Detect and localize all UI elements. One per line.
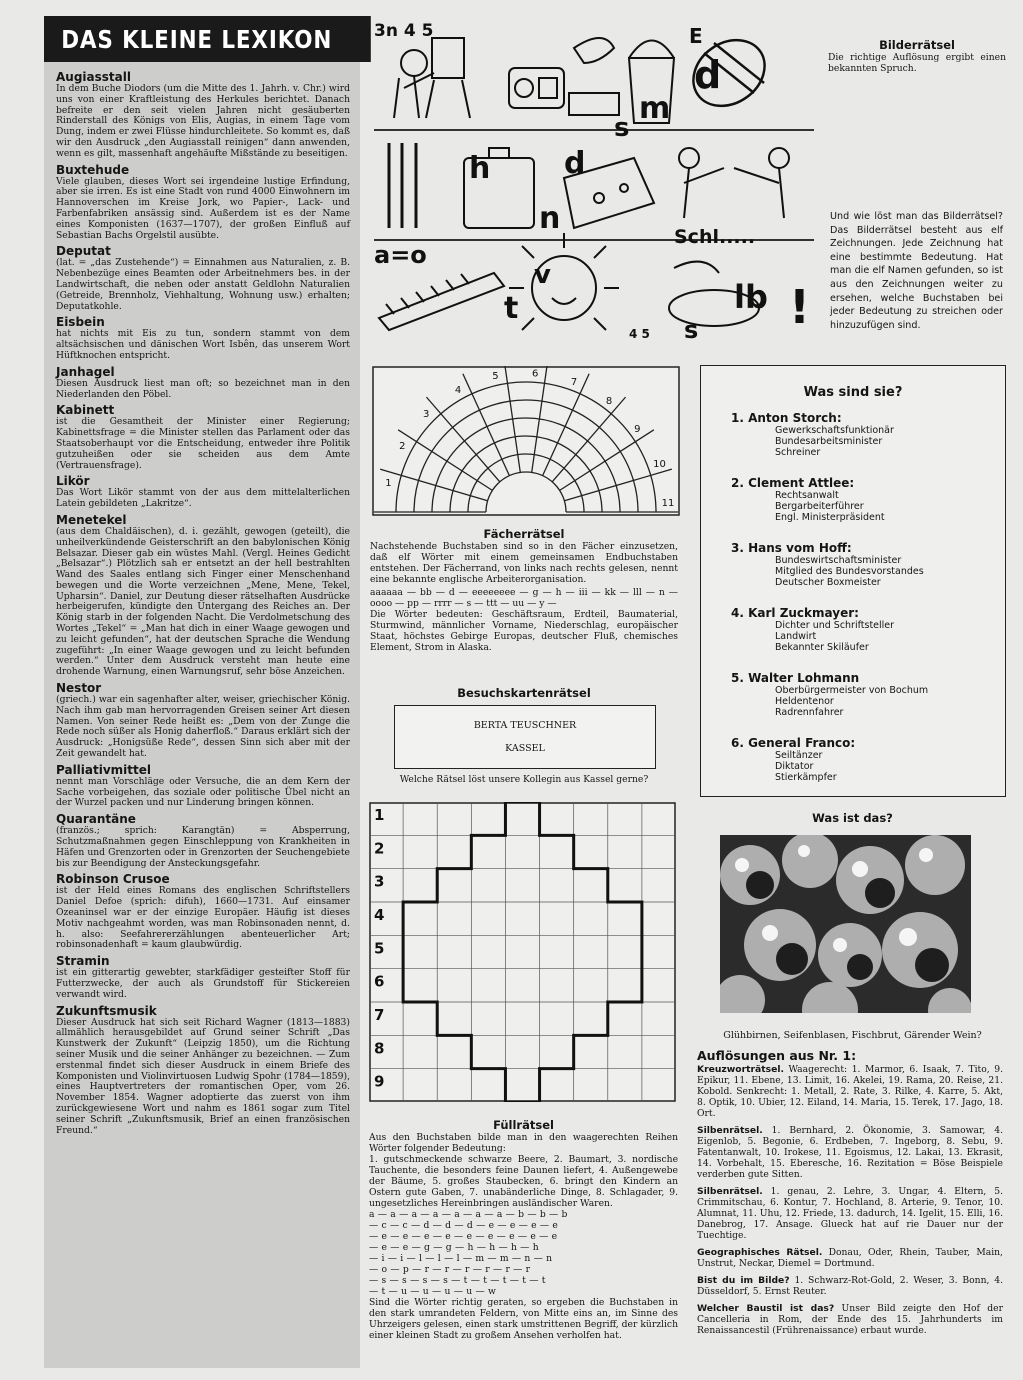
- loesung-text: 1. genau, 2. Lehre, 3. Ungar, 4. Eltern, 5. Crimmitschau, 6. Kontur, 7. Hochland, 8. Arterie, 9. Tenor, 10. Alumnat, 11. Uhu, 12. Friede, 13. dadurch, 14. Igelit, 15. Elli, 16. Danebrog, 17. Ansage. Glueck hat auf rie Dauer nur der Tuechtige.: [697, 1186, 1003, 1241]
- fuell-outro: Sind die Wörter richtig geraten, so ergeben die Buchstaben in den stark umrandeten Feldern, von Mitte eins an, im Sinne des Uhrzeigers gelesen, einen stark umstrittenen Begriff, der kürzlich einer kleinen Stadt zu großem Ansehen verholfen hat.: [369, 1297, 678, 1341]
- grid-row-number: 5: [374, 939, 385, 958]
- person-option: Oberbürgermeister von Bochum: [775, 685, 929, 696]
- facher-number: 4: [454, 385, 462, 397]
- fuell-intro: Aus den Buchstaben bilde man in den waagerechten Reihen Wörter folgender Bedeutung:: [369, 1132, 678, 1154]
- lexikon-term: Stramin: [56, 954, 110, 969]
- lexikon-entry: [44, 315, 360, 361]
- loesung-item: [697, 1125, 1003, 1180]
- person-option: Mitglied des Bundesvorstandes: [775, 566, 924, 577]
- loesungen-heading: Auflösungen aus Nr. 1:: [697, 1048, 857, 1063]
- lexikon-column: [44, 16, 360, 1368]
- person-name: 5. Walter Lohmann: [731, 671, 860, 685]
- lexikon-term: Robinson Crusoe: [56, 872, 170, 887]
- rebus-letter: 4 5: [629, 327, 650, 341]
- loesung-label: Bist du im Bilde?: [697, 1275, 790, 1286]
- lexikon-term: Eisbein: [56, 315, 105, 330]
- lexikon-term: Menetekel: [56, 512, 127, 527]
- lexikon-term: Zukunftsmusik: [56, 1003, 157, 1018]
- visiting-card: [394, 705, 656, 769]
- loesung-text: Waagerecht: 1. Marmor, 6. Isaak, 7. Tito, 9. Epikur, 11. Ebene, 13. Limit, 16. Akelei, 19. Rama, 20. Reise, 21. Kobold. Senkrecht: 1. Metall, 2. Rate, 3. Rilke, 4. Karre, 5. Akt, 8. Optik, 10. Ubier, 12. Eiland, 14. Maria, 15. Terek, 17. Jago, 18. Ort.: [697, 1064, 1003, 1119]
- grid-row-number: 3: [374, 872, 385, 891]
- facher-text-block: [370, 527, 678, 653]
- lexikon-title: DAS KLEINE LEXIKON: [44, 16, 371, 62]
- lexikon-entries: [44, 70, 360, 1136]
- grid-row-number: 8: [374, 1039, 385, 1058]
- lexikon-entry: [44, 70, 360, 160]
- lexikon-definition: nennt man Vorschläge oder Versuche, die an dem Kern der Sache vorbeigehen, das soziale oder politische Übel nicht an der Wurzel packen und nur Linderung bringen können.: [56, 775, 350, 809]
- loesung-text: 1. Schwarz-Rot-Gold, 2. Weser, 3. Bonn, 4. Düsseldorf, 5. Ernst Reuter.: [697, 1275, 1003, 1297]
- lexikon-term: Kabinett: [56, 403, 115, 418]
- person-entry: [731, 411, 894, 458]
- card-city: KASSEL: [505, 743, 545, 754]
- rebus-letter: n: [539, 201, 561, 236]
- person-option: Bundesarbeitsminister: [775, 436, 883, 447]
- fuell-text-block: [369, 1118, 678, 1341]
- lexikon-entry: [44, 244, 360, 312]
- loesung-label: Silbenrätsel.: [697, 1186, 763, 1197]
- rebus-letter: s: [684, 316, 699, 344]
- person-option: Stierkämpfer: [775, 772, 837, 783]
- lexikon-definition: (lat. = „das Zustehende“) = Einnahmen aus Naturalien, z. B. Nebenbezüge eines Beamten oder Arbeitnehmers bes. in der Landwirtschaft, die neben oder anstatt Geldlohn Naturalien (Getreide, Brennholz, Viehhaltung, Wohnung usw.) erhalten; Deputatkohle.: [56, 257, 350, 312]
- lexikon-entry: [44, 403, 360, 471]
- lexikon-entry: [44, 163, 360, 242]
- person-name: 6. General Franco:: [731, 736, 856, 750]
- lexikon-entry: [44, 474, 360, 510]
- lexikon-definition: ist der Held eines Romans des englischen Schriftstellers Daniel Defoe (sprich: difuh), 1660—1731. Auf einsamer Ozeaninsel war er der einzige Europäer. Häufig ist dieses Motiv nachgeahmt worden, was man Robinsonaden nennt, d. h. also: Seefahrererzählungen abenteuerlicher Art; robinsonadenhaft = kaum glaubwürdig.: [56, 885, 350, 951]
- facher-number: 1: [385, 478, 392, 490]
- lexikon-entry: [44, 812, 360, 869]
- facher-number: 3: [423, 409, 430, 421]
- facher-number: 5: [492, 371, 499, 383]
- loesung-item: [697, 1064, 1003, 1119]
- rebus-letter: Schl.....: [674, 226, 756, 248]
- person-option: Deutscher Boxmeister: [775, 577, 881, 588]
- person-entry: [731, 736, 855, 783]
- grid-row-number: 6: [374, 972, 385, 991]
- lexikon-term: Janhagel: [56, 364, 115, 379]
- rebus-letter: !: [789, 280, 810, 334]
- rebus-letter: d: [564, 146, 586, 181]
- lexikon-definition: Das Wort Likör stammt von der aus dem mittelalterlichen Latein gebildeten „Lakritze“.: [56, 487, 350, 510]
- fuell-letter-line: — c — c — d — d — d — e — e — e — e: [369, 1220, 559, 1231]
- grid-row-number: 7: [374, 1006, 385, 1024]
- fuell-grid: [369, 802, 676, 1102]
- facher-meaning: Die Wörter bedeuten: Geschäftsraum, Erdteil, Baumaterial, Sturmwind, männlicher Vorname, Niederschlag, europäischer Staat, höchstes Gebirge Europas, deutscher Fluß, chemisches Element, Strom in Alaska.: [370, 609, 678, 653]
- was-sind-sie-heading: Was sind sie?: [803, 385, 903, 400]
- loesungen-items: [697, 1064, 1003, 1336]
- person-option: Engl. Ministerpräsident: [775, 512, 885, 523]
- rebus-letter: E: [689, 24, 703, 48]
- facher-number: 10: [653, 459, 666, 471]
- lexikon-entry: [44, 681, 360, 760]
- person-entry: [731, 606, 894, 653]
- person-option: Heldentenor: [775, 696, 834, 707]
- was-sind-sie-box: [700, 365, 1006, 797]
- lexikon-term: Nestor: [56, 681, 102, 696]
- rebus-letter: 3n 4 5: [374, 21, 434, 41]
- person-entry: [731, 541, 924, 588]
- lexikon-entry: [44, 872, 360, 951]
- rebus-explain-block: [830, 210, 1003, 332]
- grid-row-number: 2: [374, 839, 385, 858]
- lexikon-term: Buxtehude: [56, 162, 130, 177]
- person-name: 4. Karl Zuckmayer:: [731, 606, 859, 620]
- facher-heading: Fächerrätsel: [483, 527, 565, 541]
- fuell-letter-line: a — a — a — a — a — a — a — b — b — b: [369, 1209, 568, 1220]
- grid-row-number: 9: [374, 1072, 385, 1091]
- card-name: BERTA TEUSCHNER: [473, 720, 577, 731]
- facher-number: 9: [634, 424, 641, 436]
- lexikon-term: Deputat: [56, 244, 111, 259]
- loesung-label: Welcher Baustil ist das?: [697, 1303, 835, 1314]
- fuell-letter-line: — e — e — g — g — h — h — h — h: [369, 1242, 539, 1253]
- rebus-heading: Bilderrätsel: [879, 38, 955, 52]
- fuell-letter-line: — s — s — s — s — t — t — t — t — t: [369, 1275, 546, 1286]
- loesung-text: Unser Bild zeigte den Hof der Cancelleria in Rom, der Ende des 15. Jahrhunderts im Renaissancestil (Frührenaissance) erbaut wurde.: [697, 1303, 1003, 1336]
- grid-row-number: 4: [374, 906, 385, 924]
- facher-letters: aaaaaa — bb — d — eeeeeeee — g — h — iii — kk — lll — n — oooo — pp — rrrr — s — ttt — uu — y —: [370, 587, 678, 609]
- loesung-item: [697, 1186, 1003, 1241]
- loesung-label: Silbenrätsel.: [697, 1125, 763, 1136]
- rebus-letter: h: [469, 151, 491, 186]
- loesung-item: [697, 1275, 1003, 1297]
- lexikon-definition: (französ.; sprich: Karangtän) = Absperrung, Schutzmaßnahmen gegen Einschleppung von Krankheiten in Häfen und Grenzorten oder in Grenzorten der Seuchengebiete bis zur Beendigung der Ansteckungsgefahr.: [56, 825, 350, 869]
- besuch-heading: Besuchskartenrätsel: [457, 686, 591, 700]
- person-name: 3. Hans vom Hoff:: [731, 541, 852, 555]
- person-option: Bundeswirtschaftsminister: [775, 555, 902, 566]
- fuell-letter-line: — o — p — r — r — r — r — r — r: [369, 1264, 531, 1275]
- lexikon-entry: [44, 1004, 360, 1137]
- grid-row-number: 1: [374, 806, 385, 824]
- lexikon-definition: Diesen Ausdruck liest man oft; so bezeichnet man in den Niederlanden den Pöbel.: [56, 377, 350, 400]
- lexikon-term: Augiasstall: [56, 70, 131, 84]
- rebus-intro: Die richtige Auflösung ergibt einen bekannten Spruch.: [828, 52, 1006, 74]
- loesung-text: Donau, Oder, Rhein, Tauber, Main, Unstrut, Neckar, Diemel = Dortmund.: [697, 1247, 1003, 1269]
- facher-number: 6: [531, 368, 539, 380]
- person-option: Schreiner: [775, 447, 821, 458]
- loesung-label: Geographisches Rätsel.: [697, 1247, 823, 1258]
- loesung-label: Kreuzworträtsel.: [697, 1064, 784, 1075]
- lexikon-definition: ist die Gesamtheit der Minister einer Regierung; Kabinettsfrage = die Minister stellen das Parlament oder das Staatsoberhaupt vor die Entscheidung, entweder ihre Politik gutzuheißen oder sie scheiden aus dem Amte (Vertrauensfrage).: [56, 416, 350, 471]
- fuell-letter-line: — e — e — e — e — e — e — e — e — e: [369, 1231, 558, 1242]
- person-name: 1. Anton Storch:: [731, 411, 842, 425]
- facher-number: 11: [661, 498, 675, 510]
- person-option: Dichter und Schriftsteller: [775, 620, 895, 631]
- lexikon-entry: [44, 513, 360, 678]
- fuell-clues: 1. gutschmeckende schwarze Beere, 2. Baumart, 3. nordische Tauchente, die besonders feine Daunen liefert, 4. Außengewebe der Bäume, 5. großes Staubecken, 6. bringt den Kindern an Ostern gute Gaben, 7. unabänderliche Dinge, 8. Schlagader, 9. ungesetzliches Hereinbringen ausländischer Waren.: [369, 1154, 678, 1209]
- person-option: Radrennfahrer: [775, 707, 844, 718]
- lexikon-entry: [44, 365, 360, 401]
- facher-number: 7: [570, 376, 578, 388]
- lexikon-definition: (griech.) war ein sagenhafter alter, weiser, griechischer König. Nach ihm gab man hervorragenden Greisen seiner Art diesen Namen. Von seiner Rede heißt es: „Dem von der Zunge die Rede noch süßer als Honig daherfloß.“ Daraus erklärt sich der Ausdruck: „Honigsüße Rede“, dessen Sinn sich aber mit der Zeit gewandelt hat.: [56, 694, 350, 760]
- rebus-illustration: [374, 18, 814, 348]
- person-option: Bergarbeiterführer: [775, 501, 864, 512]
- person-option: Seiltänzer: [775, 750, 823, 761]
- lexikon-definition: In dem Buche Diodors (um die Mitte des 1. Jahrh. v. Chr.) wird uns von einer Kraftleistung des Herkules berichtet. Danach befreite er den seit vielen Jahren nicht gesäuberten Rinderstall des Königs von Elis, Augias, in einem Tage vom Dung, indem er zwei Flüsse hindurchleitete. So kommt es, daß wir den Ausdruck „den Augiasstall reinigen“ dann anwenden, wenn es gilt, massenhaft angehäufte Mißstände zu beseitigen.: [56, 83, 350, 159]
- person-name: 2. Clement Attlee:: [731, 476, 855, 490]
- person-entry: [731, 476, 885, 523]
- rebus-letter: d: [694, 53, 722, 97]
- loesung-item: [697, 1247, 1003, 1269]
- fuell-letter-lines: [369, 1209, 678, 1297]
- rebus-letter: a=o: [374, 241, 427, 269]
- fuell-letter-line: — t — u — u — u — u — w: [369, 1286, 497, 1297]
- person-option: Landwirt: [775, 631, 817, 642]
- facher-intro: Nachstehende Buchstaben sind so in den Fächer einzusetzen, daß elf Wörter mit einem gemeinsamen Endbuchstaben entstehen. Der Fächerrand, von links nach rechts gelesen, nennt eine bekannte englische Arbeiterorganisation.: [370, 541, 678, 585]
- rebus-letter: t: [504, 291, 519, 326]
- facher-number: 8: [605, 395, 613, 407]
- rebus-letter: lb: [734, 278, 768, 316]
- lexikon-term: Palliativmittel: [56, 762, 152, 777]
- loesung-item: [697, 1303, 1003, 1336]
- lexikon-definition: Dieser Ausdruck hat sich seit Richard Wagner (1813—1883) allmählich herausgebildet auf Grund seiner Schrift „Das Kunstwerk der Zukunft“ (Leipzig 1850), um die Richtung seiner Musik und die seiner Anhänger zu bezeichnen. — Zum erstenmal findet sich dieser Ausdruck in einem Briefe des Komponisten und Violinvirtuosen Ludwig Spohr (1784—1859), eines Hauptvertreters der romantischen Oper, vom 26. November 1854. Wagner adoptierte das zuerst von ihm zurückgewiesene Wort und nahm es 1861 sogar zum Titel seiner Schrift „Zukunftsmusik, Brief an einen französischen Freund.“: [56, 1016, 350, 1136]
- lexikon-term: Likör: [56, 474, 90, 489]
- facher-diagram: [372, 366, 680, 516]
- light-bulbs-photo: [720, 835, 971, 1013]
- lexikon-definition: hat nichts mit Eis zu tun, sondern stammt von dem altsächsischen und dänischen Wort Isbên, das unserem Wort Hüftknochen entspricht.: [56, 328, 350, 361]
- lexikon-definition: (aus dem Chaldäischen), d. i. gezählt, gewogen (geteilt), die unheilverkündende Geisterschrift an den babylonischen König Belsazar. Dieser gab ein wüstes Mahl. (Vergl. Heines Gedicht „Belsazar“.) Plötzlich sah er entsetzt an der hell bestrahlten Wand des Saales entlang sich Finger einer Menschenhand bewegen und die Worte verzeichnen „Mene, Mene, Tekel, Upharsin“. Daniel, zur Deutung dieser rätselhaften Ausdrücke herbeigerufen, kündigte den Untergang des Reiches an. Der König starb in der folgenden Nacht. Die Verdolmetschung des Wortes „Tekel“ = „Man hat dich in einer Waage gewogen und zu leicht gefunden“, hat der deutschen Sprache die Wendung zugeführt: „In einer Waage gewogen und zu leicht befunden werden.“ Unter dem Ausdruck versteht man heute eine drohende Warnung, einen Warnungsruf, sehr böse Anzeichen.: [56, 525, 350, 678]
- rebus-letter: v: [534, 260, 551, 290]
- person-option: Bekannter Skiläufer: [775, 642, 869, 653]
- rebus-letter: s: [614, 113, 630, 143]
- besuch-question: Welche Rätsel löst unsere Kollegin aus Kassel gerne?: [399, 774, 649, 785]
- lexikon-definition: Viele glauben, dieses Wort sei irgendeine lustige Erfindung, aber sie irren. Es ist eine Stadt von rund 4000 Einwohnern im Hannoverschen im Kreise Jork, wo Papier-, Lack- und Farbenfabriken ansässig sind. Außerdem ist es der Name eines Komponisten (1637—1707), der großen Einfluß auf Sebastian Bachs Orgelstil ausübte.: [56, 175, 350, 241]
- was-ist-das-heading: Was ist das?: [812, 811, 893, 825]
- loesungen-block: [697, 1050, 1003, 1342]
- lexikon-term: Quarantäne: [56, 812, 136, 827]
- person-option: Rechtsanwalt: [775, 490, 839, 501]
- person-entry: [731, 671, 928, 718]
- loesung-text: 1. Bernhard, 2. Ökonomie, 3. Samowar, 4. Eigenlob, 5. Begonie, 6. Erdbeben, 7. Ingeborg, 8. Sebu, 9. Fatentanwalt, 10. Irokese, 11. Egoismus, 12. Lakai, 13. Ekrasit, 14. Vorbehalt, 15. Eberesche, 16. Rezitation = Böse Beispiele verderben gute Sitten.: [697, 1125, 1003, 1180]
- rebus-explain: Und wie löst man das Bilderrätsel? Das Bilderrätsel besteht aus elf Zeichnungen. Jede Zeichnung hat eine bestimmte Bedeutung. Hat man die elf Namen gefunden, so ist aus den Zeichnungen weiter zu ersehen, welche Buchstaben bei jeder Bedeutung zu streichen oder hinzuzufügen sind.: [830, 211, 1003, 331]
- facher-number: 2: [399, 440, 406, 452]
- rebus-letter: m: [639, 91, 671, 126]
- lexikon-entry: [44, 954, 360, 1000]
- person-option: Diktator: [775, 761, 814, 772]
- person-option: Gewerkschaftsfunktionär: [775, 425, 894, 436]
- fuell-letter-line: — i — i — l — l — l — m — m — n — n: [369, 1253, 553, 1264]
- lexikon-definition: ist ein gitterartig gewebter, starkfädiger gesteifter Stoff für Futterzwecke, der auch als Grundstoff für Stickereien verwandt wird.: [56, 967, 350, 1000]
- fuell-heading: Füllrätsel: [493, 1118, 554, 1132]
- rebus-heading-block: [828, 38, 1006, 74]
- lexikon-entry: [44, 763, 360, 809]
- was-ist-das-caption: Glühbirnen, Seifenblasen, Fischbrut, Gärender Wein?: [723, 1030, 982, 1041]
